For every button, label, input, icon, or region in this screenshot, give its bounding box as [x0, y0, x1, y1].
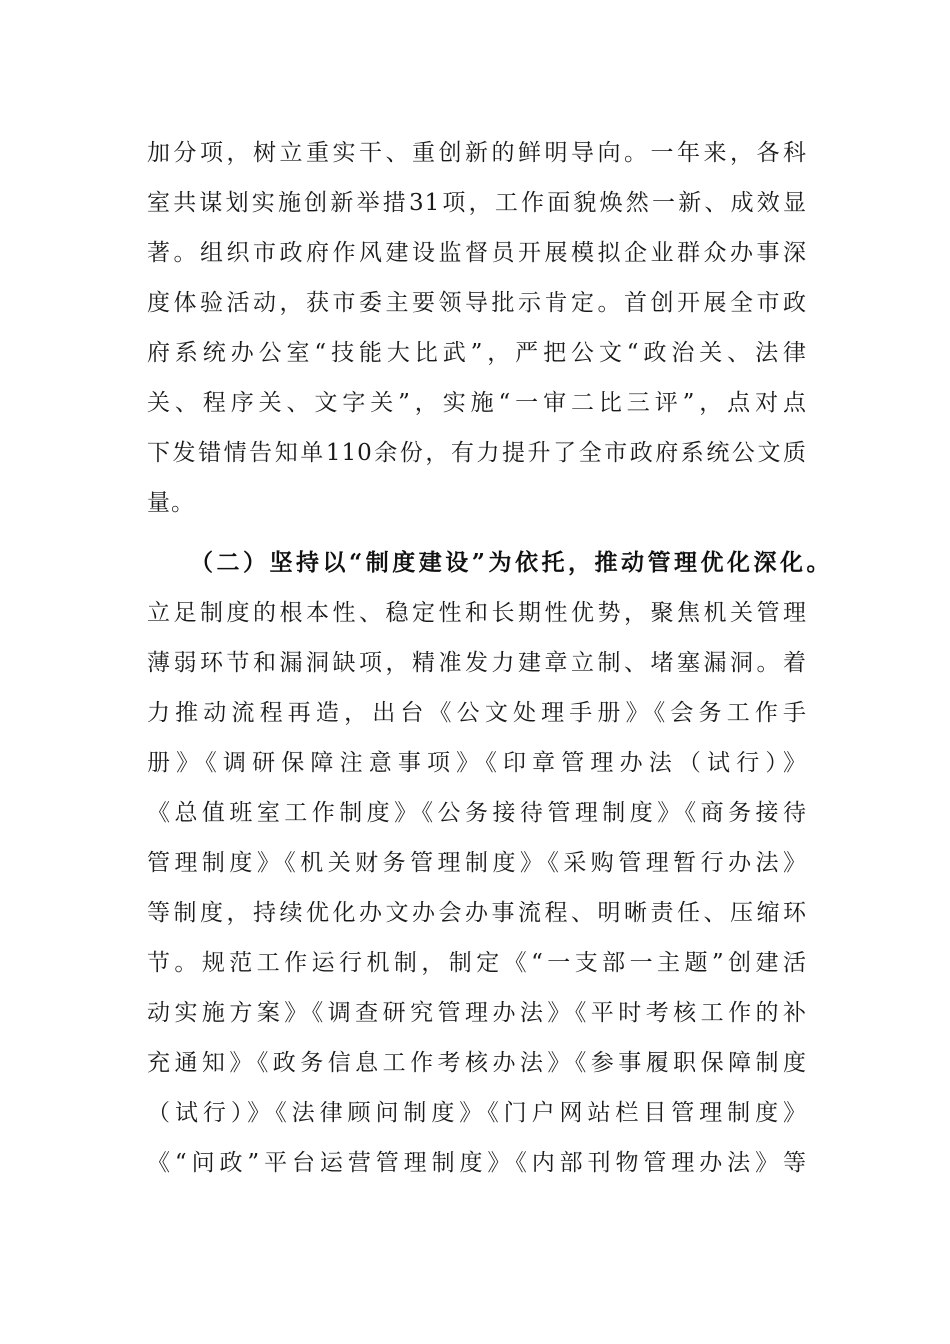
paragraph-1-line-2: 室共谋划实施创新举措31项，工作面貌焕然一新、成效显 — [147, 190, 807, 216]
paragraph-2-line-6: 管理制度》《机关财务管理制度》《采购管理暂行办法》 — [147, 850, 807, 876]
paragraph-1-line-7: 下发错情告知单110余份，有力提升了全市政府系统公文质 — [147, 440, 807, 466]
paragraph-1-line-3: 著。组织市政府作风建设监督员开展模拟企业群众办事深 — [147, 240, 807, 266]
paragraph-2-line-3: 力推动流程再造，出台《公文处理手册》《会务工作手 — [147, 700, 807, 726]
paragraph-2-line-10: 充通知》《政务信息工作考核办法》《参事履职保障制度 — [147, 1050, 807, 1076]
paragraph-1-line-1: 加分项，树立重实干、重创新的鲜明导向。一年来，各科 — [147, 140, 807, 166]
paragraph-2-line-1: 立足制度的根本性、稳定性和长期性优势，聚焦机关管理 — [147, 600, 807, 626]
paragraph-2-line-4: 册》《调研保障注意事项》《印章管理办法（试行）》 — [147, 750, 807, 776]
paragraph-2-line-2: 薄弱环节和漏洞缺项，精准发力建章立制、堵塞漏洞。着 — [147, 650, 807, 676]
paragraph-2-line-5: 《总值班室工作制度》《公务接待管理制度》《商务接待 — [147, 800, 807, 826]
paragraph-2-line-11: （试行）》《法律顾问制度》《门户网站栏目管理制度》 — [147, 1100, 807, 1126]
paragraph-2-line-8: 节。规范工作运行机制，制定《“一支部一主题”创建活 — [147, 950, 807, 976]
paragraph-1-line-5: 府系统办公室“技能大比武”，严把公文“政治关、法律 — [147, 340, 807, 366]
paragraph-2-line-9: 动实施方案》《调查研究管理办法》《平时考核工作的补 — [147, 1000, 807, 1026]
paragraph-2-line-12: 《“问政”平台运营管理制度》《内部刊物管理办法》等 — [147, 1150, 807, 1176]
paragraph-2-line-7: 等制度，持续优化办文办会办事流程、明晰责任、压缩环 — [147, 900, 807, 926]
paragraph-1-line-6: 关、程序关、文字关”，实施“一审二比三评”，点对点 — [147, 390, 807, 416]
section-heading: （二）坚持以“制度建设”为依托，推动管理优化深化。 — [190, 549, 830, 576]
paragraph-1-line-4: 度体验活动，获市委主要领导批示肯定。首创开展全市政 — [147, 290, 807, 316]
paragraph-1-line-8: 量。 — [147, 490, 195, 516]
